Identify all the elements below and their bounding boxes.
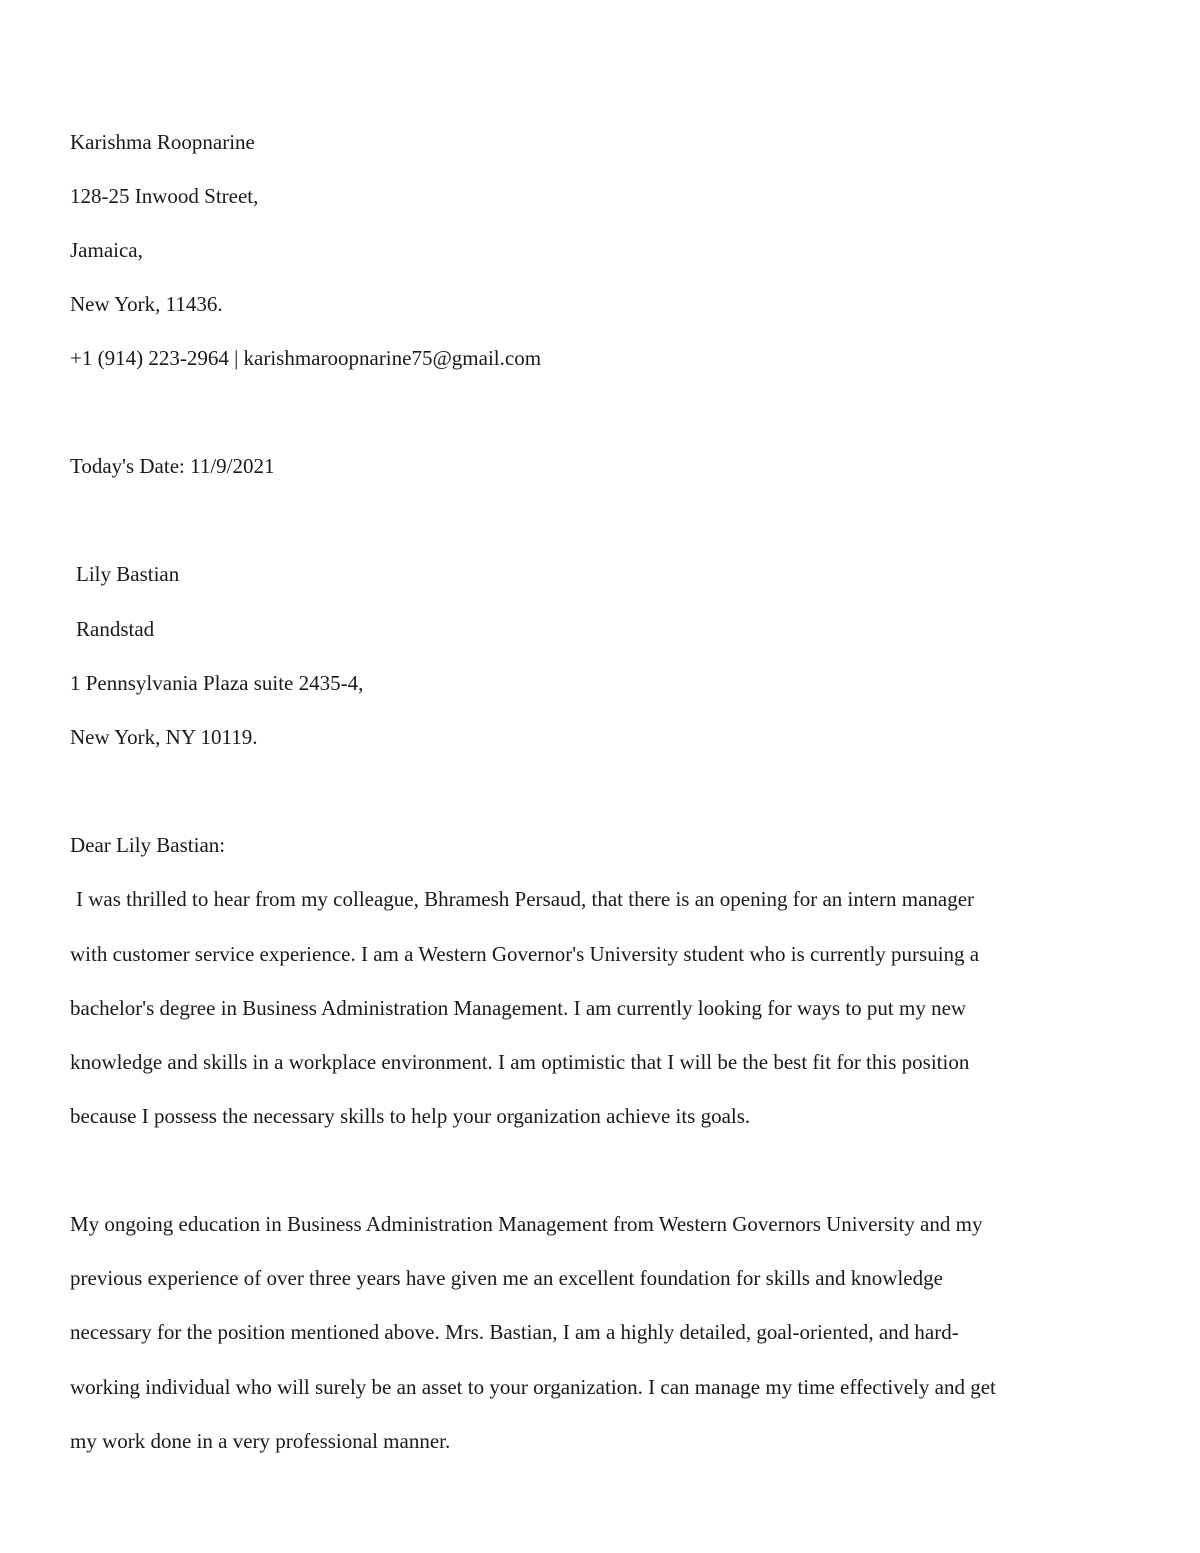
sender-contact: +1 (914) 223-2964 | karishmaroopnarine75@gmail.com xyxy=(70,346,542,370)
sender-address-line1: 128-25 Inwood Street, xyxy=(70,184,259,208)
recipient-address-line2: New York, NY 10119. xyxy=(70,725,258,749)
paragraph2-line: necessary for the position mentioned above. Mrs. Bastian, I am a highly detailed, goal-oriented, and hard- xyxy=(70,1320,959,1344)
paragraph1-line: I was thrilled to hear from my colleague, Bhramesh Persaud, that there is an opening for an intern manager xyxy=(76,887,975,911)
sender-address-line3: New York, 11436. xyxy=(70,292,223,316)
date-line: Today's Date: 11/9/2021 xyxy=(70,454,275,478)
paragraph2-line: previous experience of over three years have given me an excellent foundation for skills and knowledge xyxy=(70,1266,943,1290)
paragraph1-line: with customer service experience. I am a Western Governor's University student who is currently pursuing a xyxy=(70,942,980,966)
paragraph2-line: my work done in a very professional manner. xyxy=(70,1429,451,1453)
sender-address-line2: Jamaica, xyxy=(70,238,143,262)
paragraph1-line: bachelor's degree in Business Administration Management. I am currently looking for ways to put my new xyxy=(70,996,967,1020)
salutation: Dear Lily Bastian: xyxy=(70,833,226,857)
paragraph2-line: My ongoing education in Business Administration Management from Western Governors University and my xyxy=(70,1212,983,1236)
recipient-address-line1: 1 Pennsylvania Plaza suite 2435-4, xyxy=(70,671,364,695)
recipient-company: Randstad xyxy=(76,617,155,641)
sender-name: Karishma Roopnarine xyxy=(70,130,255,154)
paragraph1-line: knowledge and skills in a workplace environment. I am optimistic that I will be the best fit for this position xyxy=(70,1050,970,1074)
recipient-name: Lily Bastian xyxy=(76,562,180,586)
paragraph2-line: working individual who will surely be an asset to your organization. I can manage my time effectively and get xyxy=(70,1375,996,1399)
paragraph1-line: because I possess the necessary skills to help your organization achieve its goals. xyxy=(70,1104,751,1128)
